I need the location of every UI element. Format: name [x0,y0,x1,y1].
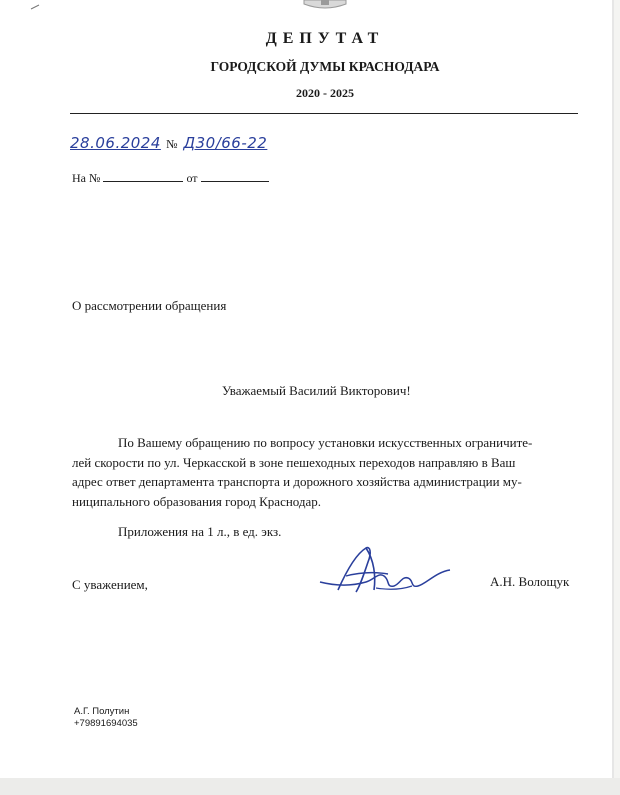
attachment-note: Приложения на 1 л., в ед. экз. [118,524,282,539]
reference-number-label: На № [72,171,101,185]
body-line: лей скорости по ул. Черкасской в зоне пешеходных переходов направляю в Ваш [72,454,516,470]
letterhead-title: ДЕПУТАТ [265,30,385,47]
coat-of-arms-icon [302,0,348,10]
signer-name: А.Н. Волощук [490,574,570,589]
handwritten-signature [316,542,456,602]
body-line: По Вашему обращению по вопросу установки искусственных ограничите- [118,435,533,450]
outgoing-number: Д30/66-22 [183,134,268,152]
letterhead-organization: ГОРОДСКОЙ ДУМЫ КРАСНОДАРА [210,59,440,74]
scan-mark-icon [30,4,40,10]
executor-phone: +79891694035 [74,718,138,729]
outgoing-registration [70,134,267,152]
body-line: ниципального образования город Краснодар. [72,493,322,509]
letterhead-term: 2020 - 2025 [296,86,354,100]
letter-subject: О рассмотрении обращения [72,298,227,313]
reference-date-blank [201,171,269,182]
body-line: адрес ответ департамента транспорта и дорожного хозяйства администрации му- [72,474,522,489]
reference-line [72,171,269,186]
scan-border [0,778,620,795]
reference-number-blank [103,171,183,182]
number-sign: № [166,137,179,151]
salutation: Уважаемый Василий Викторович! [222,383,411,398]
reference-date-label: от [186,171,198,185]
executor-name: А.Г. Полутин [74,706,130,717]
closing-phrase: С уважением, [72,577,148,592]
executor-info [74,706,138,730]
outgoing-date: 28.06.2024 [70,134,161,152]
letter-body [72,433,584,511]
letterhead-divider [70,113,578,114]
